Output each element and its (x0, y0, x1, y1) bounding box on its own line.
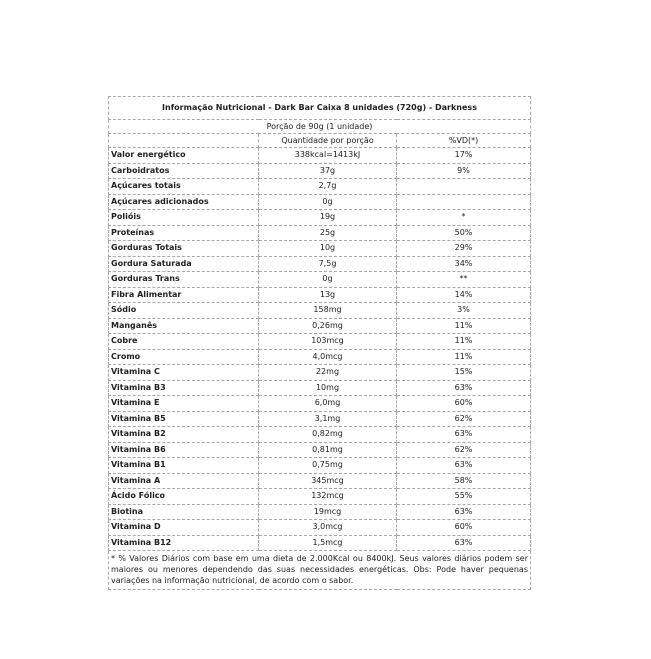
nutrient-vd-cell: ** (397, 272, 531, 288)
nutrient-name-cell: Carboidratos (109, 163, 259, 179)
nutrient-row (109, 442, 531, 458)
nutrient-row (109, 473, 531, 489)
nutrient-row (109, 287, 531, 303)
nutrient-vd-cell: 29% (397, 241, 531, 257)
nutrient-vd-cell: 63% (397, 380, 531, 396)
title-row (109, 97, 531, 120)
nutrition-table-body (109, 97, 531, 551)
nutrient-quantity-cell: 0g (259, 272, 397, 288)
nutrient-vd-cell: 34% (397, 256, 531, 272)
nutrient-quantity-cell: 22mg (259, 365, 397, 381)
nutrient-quantity-cell: 4,0mcg (259, 349, 397, 365)
nutrient-quantity-cell: 19mcg (259, 504, 397, 520)
footnote-text: * % Valores Diários com base em uma dieta de 2.000Kcal ou 8400kJ. Seus valores diários podem ser maiores ou menores dependendo das suas necessidades energéticas. Obs: Pode haver pequenas variações na informação nutricional, de acordo com o sabor. (109, 551, 531, 590)
nutrient-row (109, 241, 531, 257)
nutrient-quantity-cell: 10g (259, 241, 397, 257)
nutrient-name-cell: Fibra Alimentar (109, 287, 259, 303)
nutrient-quantity-cell: 0,26mg (259, 318, 397, 334)
nutrient-row (109, 179, 531, 195)
nutrient-name-cell: Vitamina A (109, 473, 259, 489)
nutrient-row (109, 318, 531, 334)
nutrient-name-cell: Vitamina B1 (109, 458, 259, 474)
nutrition-facts-table (108, 96, 531, 590)
nutrient-vd-cell: 63% (397, 504, 531, 520)
nutrient-row (109, 535, 531, 551)
nutrient-name-cell: Vitamina E (109, 396, 259, 412)
nutrient-quantity-cell: 0,82mg (259, 427, 397, 443)
nutrient-name-cell: Vitamina D (109, 520, 259, 536)
nutrient-quantity-cell: 13g (259, 287, 397, 303)
nutrient-vd-cell: 58% (397, 473, 531, 489)
nutrient-vd-cell: 3% (397, 303, 531, 319)
nutrient-row (109, 396, 531, 412)
nutrient-vd-cell: 62% (397, 411, 531, 427)
nutrient-quantity-cell: 0g (259, 194, 397, 210)
nutrient-vd-cell: 63% (397, 458, 531, 474)
nutrient-row (109, 272, 531, 288)
nutrient-name-cell: Vitamina B3 (109, 380, 259, 396)
nutrient-row (109, 163, 531, 179)
nutrient-name-cell: Sódio (109, 303, 259, 319)
nutrient-name-cell: Cobre (109, 334, 259, 350)
nutrient-name-cell: Vitamina B2 (109, 427, 259, 443)
nutrient-quantity-cell: 7,5g (259, 256, 397, 272)
nutrient-name-cell: Proteínas (109, 225, 259, 241)
nutrient-vd-cell: 50% (397, 225, 531, 241)
nutrient-row (109, 334, 531, 350)
nutrient-row (109, 210, 531, 226)
nutrient-vd-cell: 17% (397, 148, 531, 164)
nutrient-vd-cell: 11% (397, 349, 531, 365)
nutrient-vd-cell: 60% (397, 396, 531, 412)
nutrient-name-cell: Vitamina C (109, 365, 259, 381)
nutrient-name-cell: Valor energético (109, 148, 259, 164)
nutrient-row (109, 520, 531, 536)
nutrient-row (109, 365, 531, 381)
nutrient-row (109, 148, 531, 164)
nutrient-quantity-cell: 103mcg (259, 334, 397, 350)
nutrient-vd-cell: 55% (397, 489, 531, 505)
nutrient-name-cell: Manganês (109, 318, 259, 334)
nutrient-row (109, 303, 531, 319)
table-title: Informação Nutricional - Dark Bar Caixa 8 unidades (720g) - Darkness (109, 97, 531, 120)
header-quantity: Quantidade por porção (259, 134, 397, 148)
nutrient-vd-cell: 60% (397, 520, 531, 536)
nutrient-name-cell: Gordura Saturada (109, 256, 259, 272)
nutrient-vd-cell: 62% (397, 442, 531, 458)
nutrient-quantity-cell: 37g (259, 163, 397, 179)
nutrient-row (109, 349, 531, 365)
nutrient-vd-cell: 14% (397, 287, 531, 303)
nutrient-quantity-cell: 338kcal=1413kJ (259, 148, 397, 164)
nutrient-name-cell: Biotina (109, 504, 259, 520)
nutrient-vd-cell: 15% (397, 365, 531, 381)
nutrient-quantity-cell: 2,7g (259, 179, 397, 195)
nutrient-name-cell: Vitamina B6 (109, 442, 259, 458)
header-vd: %VD(*) (397, 134, 531, 148)
nutrient-vd-cell (397, 194, 531, 210)
nutrient-name-cell: Vitamina B12 (109, 535, 259, 551)
nutrient-quantity-cell: 25g (259, 225, 397, 241)
nutrient-vd-cell: 11% (397, 318, 531, 334)
nutrient-row (109, 504, 531, 520)
portion-label: Porção de 90g (1 unidade) (109, 120, 531, 134)
nutrient-row (109, 194, 531, 210)
nutrient-quantity-cell: 345mcg (259, 473, 397, 489)
nutrient-quantity-cell: 10mg (259, 380, 397, 396)
nutrient-name-cell: Ácido Fólico (109, 489, 259, 505)
nutrient-row (109, 256, 531, 272)
nutrient-vd-cell: 11% (397, 334, 531, 350)
nutrient-quantity-cell: 0,75mg (259, 458, 397, 474)
portion-row (109, 120, 531, 134)
nutrient-name-cell: Gorduras Totais (109, 241, 259, 257)
nutrient-vd-cell: 63% (397, 427, 531, 443)
nutrient-name-cell: Polióis (109, 210, 259, 226)
nutrient-vd-cell: * (397, 210, 531, 226)
nutrient-row (109, 411, 531, 427)
nutrient-quantity-cell: 0,81mg (259, 442, 397, 458)
nutrient-name-cell: Açúcares totais (109, 179, 259, 195)
nutrient-name-cell: Vitamina B5 (109, 411, 259, 427)
nutrient-vd-cell: 9% (397, 163, 531, 179)
nutrient-row (109, 458, 531, 474)
nutrition-table-footer (109, 551, 531, 590)
nutrient-quantity-cell: 6,0mg (259, 396, 397, 412)
nutrient-quantity-cell: 1,5mcg (259, 535, 397, 551)
nutrient-name-cell: Cromo (109, 349, 259, 365)
nutrient-quantity-cell: 158mg (259, 303, 397, 319)
nutrient-quantity-cell: 19g (259, 210, 397, 226)
nutrient-row (109, 380, 531, 396)
nutrient-vd-cell (397, 179, 531, 195)
nutrient-name-cell: Açúcares adicionados (109, 194, 259, 210)
nutrient-quantity-cell: 3,1mg (259, 411, 397, 427)
nutrient-row (109, 489, 531, 505)
nutrient-name-cell: Gorduras Trans (109, 272, 259, 288)
nutrient-quantity-cell: 3,0mcg (259, 520, 397, 536)
nutrient-vd-cell: 63% (397, 535, 531, 551)
header-empty-cell (109, 134, 259, 148)
nutrient-row (109, 225, 531, 241)
column-header-row (109, 134, 531, 148)
footnote-row (109, 551, 531, 590)
nutrient-quantity-cell: 132mcg (259, 489, 397, 505)
nutrient-row (109, 427, 531, 443)
